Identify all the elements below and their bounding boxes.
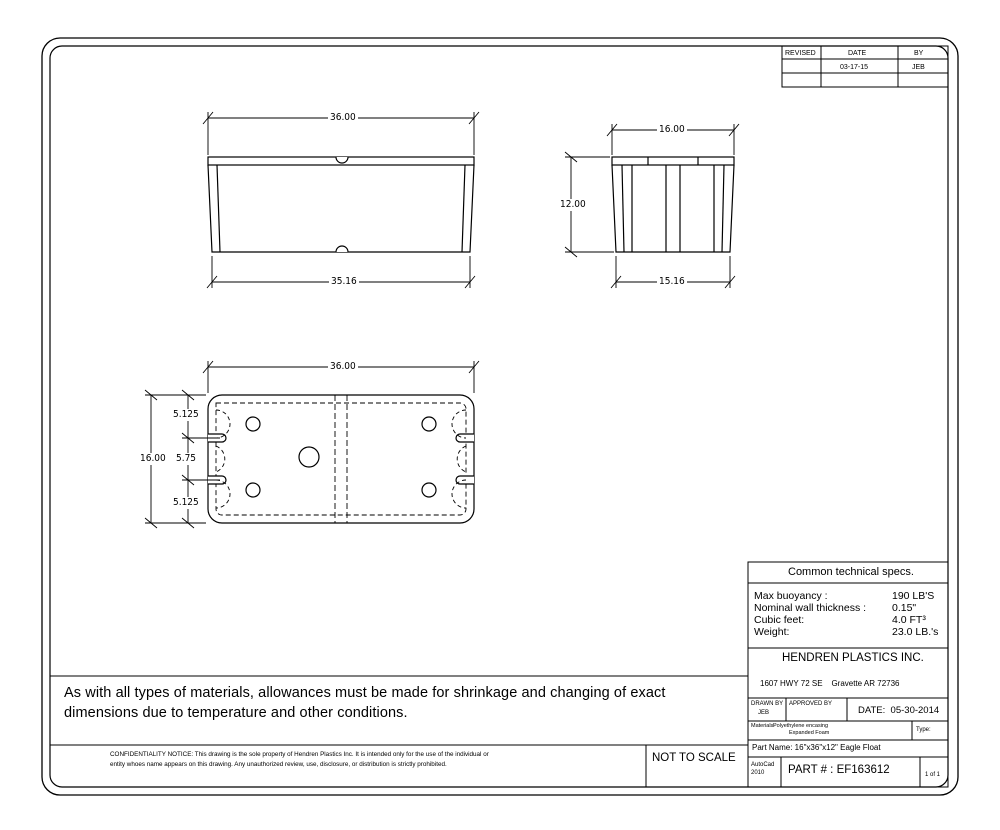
dim-plan-seg1: 5.125 <box>173 409 199 420</box>
spec-row <box>754 590 944 602</box>
part-name: Part Name: 16"x36"x12" Eagle Float <box>752 743 881 752</box>
materials-label: Materials: <box>751 723 775 729</box>
drawing-date: DATE: 05-30-2014 <box>858 705 940 716</box>
sheet-number: 1 of 1 <box>925 772 941 778</box>
dim-plan-seg2: 5.75 <box>176 453 197 464</box>
spec-row <box>754 602 944 614</box>
company-address: 1607 HWY 72 SE Gravette AR 72736 <box>760 679 900 688</box>
drawn-by-label: DRAWN BY <box>751 701 784 707</box>
confidentiality-line2: entity whoes name appears on this drawing. Any unauthorized review, use, disclosure, or distribution is strictly prohibited. <box>110 761 447 768</box>
software-line2: 2010 <box>751 770 765 776</box>
materials-line1: Polyethylene encasing <box>773 723 829 729</box>
part-number: PART # : EF163612 <box>788 764 890 776</box>
dim-plan-seg3: 5.125 <box>173 497 199 508</box>
spec-value: 0.15" <box>892 602 917 614</box>
drawn-by-value: JEB <box>758 710 770 716</box>
dim-side-top: 16.00 <box>659 124 685 135</box>
dim-plan-width: 36.00 <box>330 361 356 372</box>
spec-label: Cubic feet: <box>754 614 805 626</box>
dim-front-bottom: 35.16 <box>331 276 357 287</box>
revision-date: 03-17-15 <box>840 64 869 71</box>
spec-value: 190 LB'S <box>892 590 935 602</box>
date-header: DATE <box>848 50 867 57</box>
company-name: HENDREN PLASTICS INC. <box>782 652 924 664</box>
specs-list <box>754 590 944 638</box>
dim-plan-height: 16.00 <box>140 453 166 464</box>
by-header: BY <box>914 50 924 57</box>
allowance-notice-line2: dimensions due to temperature and other conditions. <box>64 705 408 721</box>
side-view <box>612 157 734 252</box>
dim-front-top: 36.00 <box>330 112 356 123</box>
spec-value: 23.0 LB.'s <box>892 626 939 638</box>
spec-label: Nominal wall thickness : <box>754 602 867 614</box>
scale-note: NOT TO SCALE <box>652 752 736 764</box>
spec-label: Weight: <box>754 626 790 638</box>
front-view <box>208 157 474 252</box>
revised-header: REVISED <box>785 50 816 57</box>
type-label: Type: <box>916 727 931 733</box>
specs-title: Common technical specs. <box>788 566 914 578</box>
confidentiality-line1: CONFIDENTIALITY NOTICE: This drawing is the sole property of Hendren Plastics Inc. It is intended only for the use of the individual or <box>110 751 489 758</box>
spec-label: Max buoyancy : <box>754 590 828 602</box>
software-line1: AutoCad <box>751 762 775 768</box>
side-dims <box>565 124 739 288</box>
approved-by-label: APPROVED BY <box>789 701 833 707</box>
allowance-notice-line1: As with all types of materials, allowances must be made for shrinkage and changing of exact <box>64 685 666 701</box>
plan-view <box>208 395 474 523</box>
spec-row <box>754 626 944 638</box>
front-dims <box>203 112 479 288</box>
dim-side-bottom: 15.16 <box>659 276 685 287</box>
spec-row <box>754 614 944 626</box>
revision-by: JEB <box>912 64 925 71</box>
materials-line2: Expanded Foam <box>789 730 830 736</box>
spec-value: 4.0 FT³ <box>892 614 926 626</box>
dim-side-height: 12.00 <box>560 199 586 210</box>
